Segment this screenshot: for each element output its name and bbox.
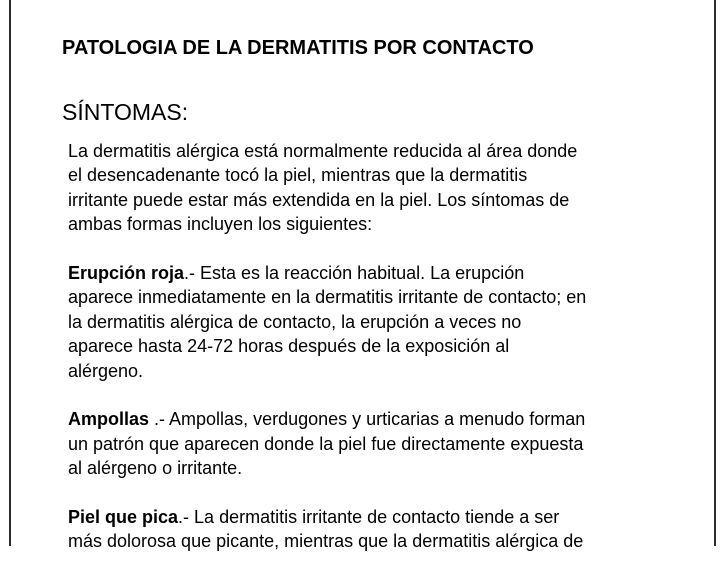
text-line: La dermatitis alérgica está normalmente reducida al área donde — [68, 141, 578, 161]
text-line: un patrón que aparecen donde la piel fue directamente expuesta — [68, 433, 584, 454]
text-line: alérgeno. — [68, 360, 144, 381]
symptom-description: .- Esta es la reacción habitual. La erupción — [184, 263, 525, 284]
symptom-piel-que-pica — [68, 505, 668, 554]
symptom-description: .- Ampollas, verdugones y urticarias a menudo forman — [149, 409, 586, 430]
text-line — [68, 505, 668, 529]
text-line — [68, 407, 668, 431]
symptom-term: Ampollas — [68, 409, 150, 430]
symptom-term: Erupción roja — [68, 263, 185, 284]
slide-body — [68, 139, 668, 578]
symptom-description: .- La dermatitis irritante de contacto tiende a ser — [178, 507, 560, 528]
text-line: más dolorosa que picante, mientras que la dermatitis alérgica de — [68, 531, 584, 552]
symptom-term: Piel que pica — [68, 507, 179, 528]
symptom-erupcion-roja — [68, 261, 668, 383]
text-line: la dermatitis alérgica de contacto, la erupción a veces no — [68, 311, 522, 332]
symptom-ampollas — [68, 407, 668, 480]
slide-title: PATOLOGIA DE LA DERMATITIS POR CONTACTO — [62, 37, 534, 59]
text-line: aparece hasta 24-72 horas después de la exposición al — [68, 336, 510, 357]
text-line: irritante puede estar más extendida en la piel. Los síntomas de — [68, 189, 570, 210]
text-line: el desencadenante tocó la piel, mientras que la dermatitis — [68, 165, 528, 186]
text-line: ambas formas incluyen los siguientes: — [68, 214, 373, 235]
text-line — [68, 261, 668, 285]
text-line: al alérgeno o irritante. — [68, 458, 243, 479]
intro-paragraph — [68, 139, 668, 237]
text-line: aparece inmediatamente en la dermatitis irritante de contacto; en — [68, 287, 587, 308]
section-heading: SÍNTOMAS: — [62, 99, 189, 125]
